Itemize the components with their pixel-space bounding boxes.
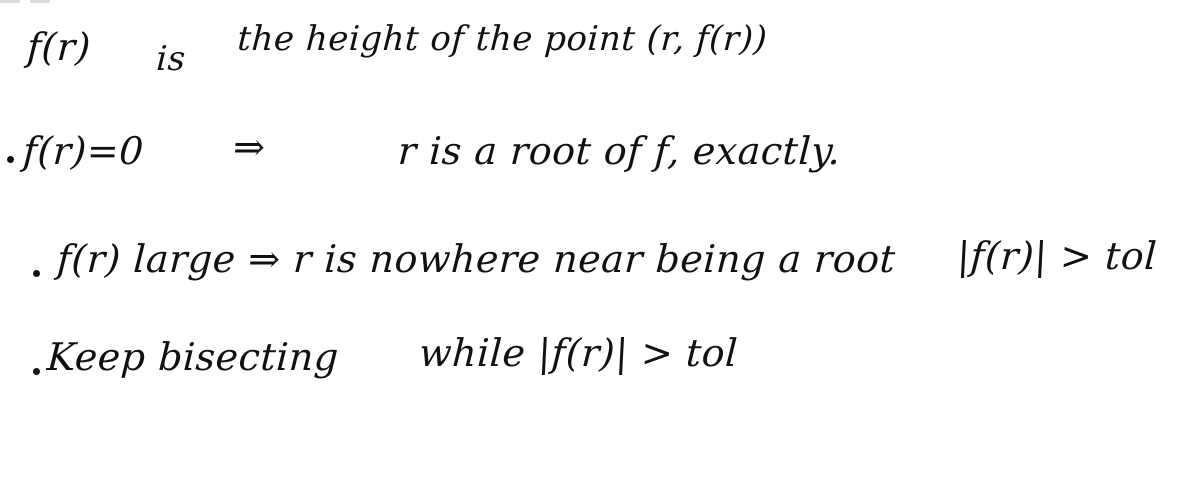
bisect-instruction: Keep bisecting (45, 335, 340, 379)
large-value-statement: f(r) large ⇒ r is nowhere near being a root (55, 237, 897, 281)
while-condition: while |f(r)| > tol (418, 331, 740, 375)
implication-arrow: ⇒ (232, 125, 267, 169)
function-label: f(r) (25, 25, 93, 69)
is-text: is (155, 39, 187, 79)
equation-zero: f(r)=0 (21, 129, 146, 173)
bullet-point (33, 270, 40, 277)
tolerance-condition: |f(r)| > tol (956, 234, 1159, 278)
height-description: the height of the point (r, f(r)) (236, 19, 769, 59)
top-edge-mark (0, 0, 120, 3)
root-statement: r is a root of f, exactly. (396, 129, 842, 173)
bullet-point (7, 156, 14, 163)
bullet-point (33, 368, 40, 375)
